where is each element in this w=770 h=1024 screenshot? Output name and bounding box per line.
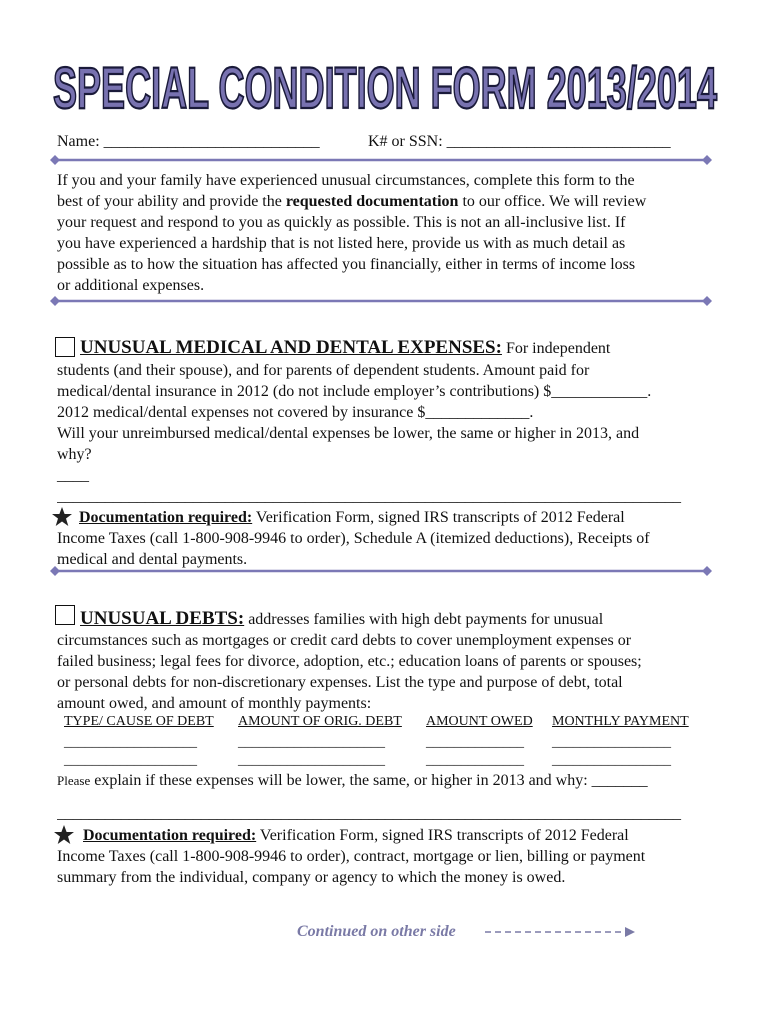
debts-doc-line-2: Income Taxes (call 1-800-908-9946 to order), contract, mortgage or lien, billing or payment: [57, 848, 646, 865]
table-cell[interactable]: _____________________: [238, 753, 385, 768]
table-cell[interactable]: _________________: [552, 735, 671, 750]
col-monthly-header: MONTHLY PAYMENT: [552, 714, 689, 729]
table-cell[interactable]: _________________: [552, 753, 671, 768]
medical-line-6[interactable]: ____: [57, 467, 89, 484]
medical-heading: UNUSUAL MEDICAL AND DENTAL EXPENSES:: [80, 337, 502, 358]
debts-heading: UNUSUAL DEBTS:: [80, 608, 245, 629]
col-owed-header: AMOUNT OWED: [426, 714, 533, 729]
medical-line-4: Will your unreimbursed medical/dental expenses be lower, the same or higher in 2013, and: [57, 425, 640, 442]
medical-line-3[interactable]: 2012 medical/dental expenses not covered by insurance $_____________.: [57, 404, 534, 421]
diamond-icon: [50, 566, 60, 576]
debts-checkbox[interactable]: [55, 605, 75, 625]
table-cell[interactable]: ___________________: [64, 735, 197, 750]
medical-checkbox[interactable]: [55, 337, 75, 357]
diamond-icon: [702, 296, 712, 306]
continued-label: Continued on other side: [297, 923, 456, 940]
intro-line-6: or additional expenses.: [57, 277, 205, 294]
col-orig-debt-header: AMOUNT OF ORIG. DEBT: [238, 714, 402, 729]
intro-line-5: possible as to how the situation has affected you financially, either in terms of income loss: [57, 256, 636, 273]
debts-explain-line[interactable]: Please explain if these expenses will be lower, the same, or higher in 2013 and why: _______: [57, 772, 648, 789]
medical-line-2[interactable]: medical/dental insurance in 2012 (do not include employer’s contributions) $____________.: [57, 383, 652, 400]
debts-doc-line-1: Documentation required: Verification Form, signed IRS transcripts of 2012 Federal: [83, 827, 629, 844]
diamond-icon: [702, 155, 712, 165]
intro-line-4: you have experienced a hardship that is not listed here, provide us with as much detail as: [57, 235, 626, 252]
diamond-icon: [50, 296, 60, 306]
medical-doc-label: Documentation required:: [79, 509, 253, 526]
star-icon: [54, 825, 74, 845]
debts-doc-line-3: summary from the individual, company or agency to which the money is owed.: [57, 869, 566, 886]
debts-line-3: or personal debts for non-discretionary expenses. List the type and purpose of debt, total: [57, 674, 623, 691]
medical-doc-line-2: Income Taxes (call 1-800-908-9946 to order), Schedule A (itemized deductions), Receipts of: [57, 530, 650, 547]
col-type-header: TYPE/ CAUSE OF DEBT: [64, 714, 214, 729]
intro-line-2: best of your ability and provide the requested documentation to our office. We will review: [57, 193, 647, 210]
debts-answer-line[interactable]: ______________________________________________________________________________: [57, 805, 681, 822]
medical-heading-tail: For independent: [505, 340, 611, 357]
debts-line-2: failed business; legal fees for divorce, adoption, etc.; education loans of parents or spouses;: [57, 653, 642, 670]
name-field[interactable]: Name: ___________________________: [57, 133, 320, 150]
debts-line-4: amount owed, and amount of monthly payments:: [57, 695, 372, 712]
medical-doc-line-1: Documentation required: Verification Form, signed IRS transcripts of 2012 Federal: [79, 509, 625, 526]
table-cell[interactable]: ______________: [426, 753, 524, 768]
title-text: SPECIAL CONDITION FORM 2013/2014: [53, 56, 717, 121]
medical-line-5: why?: [57, 446, 92, 463]
star-icon: [52, 507, 72, 527]
medical-heading-line: [80, 337, 610, 359]
page-title: [40, 48, 730, 124]
medical-answer-line[interactable]: ______________________________________________________________________________: [57, 488, 681, 505]
debts-heading-line: [80, 608, 603, 630]
debts-heading-tail: addresses families with high debt payments for unusual: [248, 611, 604, 628]
table-cell[interactable]: ______________: [426, 735, 524, 750]
arrow-right-icon: [485, 926, 635, 938]
table-cell[interactable]: _____________________: [238, 735, 385, 750]
debts-doc-label: Documentation required:: [83, 827, 257, 844]
diamond-icon: [50, 155, 60, 165]
intro-line-1: If you and your family have experienced unusual circumstances, complete this form to the: [57, 172, 635, 189]
diamond-icon: [702, 566, 712, 576]
section-divider: [50, 565, 712, 577]
debts-line-1: circumstances such as mortgages or credit card debts to cover unemployment expenses or: [57, 632, 632, 649]
medical-line-1: students (and their spouse), and for parents of dependent students. Amount paid for: [57, 362, 590, 379]
section-divider: [50, 295, 712, 307]
intro-line-3: your request and respond to you as quickly as possible. This is not an all-inclusive list. If: [57, 214, 626, 231]
medical-doc-line-3: medical and dental payments.: [57, 551, 248, 568]
table-cell[interactable]: ___________________: [64, 753, 197, 768]
k-or-ssn-field[interactable]: K# or SSN: ____________________________: [368, 133, 671, 150]
section-divider: [50, 154, 712, 166]
